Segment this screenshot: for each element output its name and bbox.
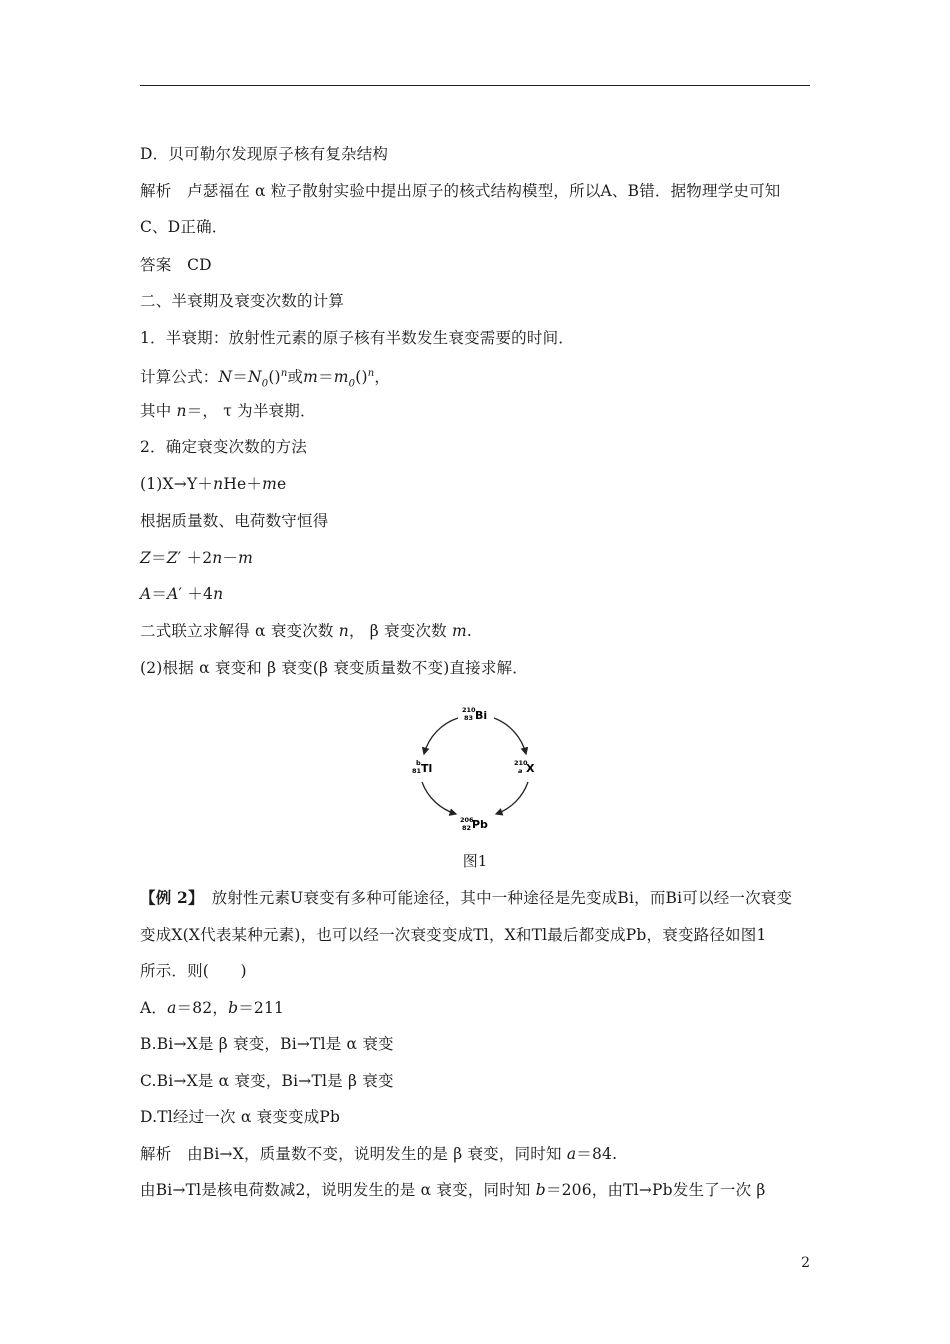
analysis-line-2: C、D正确． [140,218,228,236]
svg-text:81: 81 [412,767,422,775]
solution-line-2: 由Bi→Tl是核电荷数减2，说明发生的是 α 衰变，同时知 b＝206，由Tl→Pb发生了一次 β [140,1181,766,1199]
figure-caption: 图1 [462,852,488,870]
conservation-line: 根据质量数、电荷数守恒得 [140,512,329,530]
half-life-definition: 1．半衰期：放射性元素的原子核有半数发生衰变需要的时间． [140,329,574,347]
svg-text:83: 83 [464,714,474,722]
nucleus-tl [412,759,432,775]
svg-text:X: X [526,762,535,775]
nucleus-bi [462,706,487,722]
mass-equation: A＝A′ ＋4n [140,585,224,603]
decay-equation: (1)X→Y＋nHe＋me [140,475,287,493]
nucleus-x [514,759,535,775]
arrow-bi-to-x [494,718,526,754]
option-a: A．a＝82，b＝211 [140,999,285,1017]
example-line-2: 变成X(X代表某种元素)，也可以经一次衰变变成Tl，X和Tl最后都变成Pb，衰变路径如图1 [140,926,767,944]
answer-line: 答案 CD [140,256,212,274]
decay-path-diagram [400,702,550,834]
formula-line: 计算公式：$N=N_0()^n$或$m=m_0()^n$， [140,368,391,390]
option-d: D.Tl经过一次 α 衰变变成Pb [140,1108,341,1126]
svg-text:Tl: Tl [421,762,433,775]
svg-text:82: 82 [462,824,472,832]
direct-method-line: (2)根据 α 衰变和 β 衰变(β 衰变质量数不变)直接求解． [140,659,528,677]
option-c: C.Bi→X是 α 衰变，Bi→Tl是 β 衰变 [140,1072,394,1090]
example-line-3: 所示．则( ) [140,962,247,980]
svg-text:Pb: Pb [472,818,488,831]
arrow-tl-to-pb [422,782,456,814]
section-heading: 二、半衰期及衰变次数的计算 [140,292,345,310]
analysis-line-1: 解析 卢瑟福在 α 粒子散射实验中提出原子的核式结构模型，所以A、B错．据物理学史可知 [140,182,781,200]
nucleus-pb [460,816,488,832]
svg-text:b: b [416,759,421,767]
charge-equation: Z＝Z′ ＋2n－m [140,549,254,567]
solution-line-1: 解析 由Bi→X，质量数不变，说明发生的是 β 衰变，同时知 a＝84. [140,1145,618,1163]
option-d-previous: D．贝可勒尔发现原子核有复杂结构 [140,145,389,163]
svg-text:206: 206 [460,816,474,824]
svg-text:Bi: Bi [475,709,488,722]
svg-text:210: 210 [514,759,528,767]
formula-note: 其中 n＝， τ 为半衰期． [140,402,316,420]
method-heading: 2．确定衰变次数的方法 [140,438,308,456]
svg-text:210: 210 [462,706,476,714]
page-number: 2 [801,1255,810,1271]
arrow-bi-to-tl [424,718,458,754]
svg-text:a: a [518,767,523,775]
example-line-1: 【例 2】 放射性元素U衰变有多种可能途径，其中一种途径是先变成Bi，而Bi可以经一次衰变 [140,888,793,907]
solve-line: 二式联立求解得 α 衰变次数 n， β 衰变次数 m. [140,622,473,640]
arrow-x-to-pb [496,782,528,814]
header-rule [140,85,810,86]
option-b: B.Bi→X是 β 衰变，Bi→Tl是 α 衰变 [140,1035,394,1053]
